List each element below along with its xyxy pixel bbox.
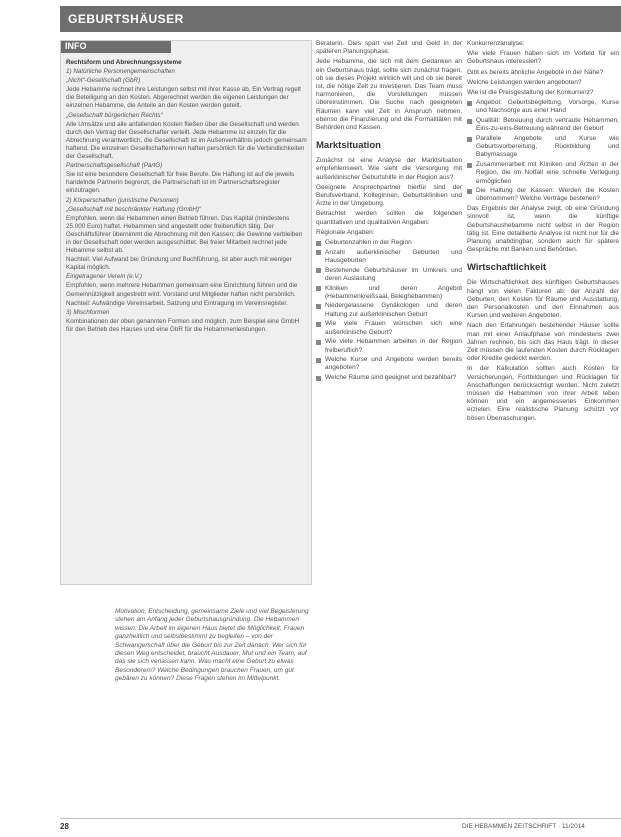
footer-divider [60,818,621,819]
info-tag-label: INFO [65,41,87,51]
section-heading: Marktsituation [316,140,381,152]
list-item: Geburtenzahlen in der Region [316,239,462,247]
list-item: Welche Räume sind geeignet und bezahlbar? [316,374,462,382]
info-paragraph: Eingetragener Verein (e.V.) [66,273,142,281]
body-paragraph: Gibt es bereits ähnliche Angebote in der Nähe? [467,68,604,76]
info-paragraph: Alle Umsätze und alle anfallenden Kosten fließen über die Gesellschaft und werden durch den Vertrag der Gesellschafter verteilt. Jede Hebamme ist einzeln für die Abrechnung verantwortlich, die Gesellschaft ist im Außenverhältnis jedoch gemeinsam haftend. Die einzelnen Gesellschafterinnen haften persönlich für die Verbindlichkeiten der Gesellschaft. [66,120,307,161]
body-paragraph: Die Wirtschaftlichkeit des künftigen Geburtshauses hängt von vielen Faktoren ab: der Anzahl der Geburten, den Kosten für Räume und Ausstattung, den Personalkosten und den Einnahmen aus Kursen und weiteren Angeboten. [467,279,619,320]
list-item: Die Haltung der Kassen: Werden die Kosten übernommen? Welche Verträge bestehen? [467,187,619,203]
body-paragraph: Zunächst ist eine Analyse der Marktsituation empfehlenswert. Wie sieht die Versorgung mit außerklinischer Geburtshilfe in der Region aus? [316,157,462,181]
body-paragraph: Wie ist die Preisgestaltung der Konkurrenz? [467,89,594,97]
list-item: Bestehende Geburtshäuser im Umkreis und deren Auslastung [316,267,462,283]
body-paragraph: Welche Leistungen werden angeboten? [467,78,582,86]
body-paragraph: Betrachtet werden sollten die folgenden quantitativen und qualitativen Angaben: [316,210,462,226]
list-item: Wie viele Hebammen arbeiten in der Region freiberuflich? [316,338,462,354]
info-paragraph: Partnerschaftsgesellschaft (PartG) [66,162,163,170]
info-content [66,59,308,335]
bullet-list [467,99,619,203]
info-paragraph: Kombinationen der oben genannten Formen sind möglich, zum Beispiel eine GmbH für den Betrieb des Hauses und eine GbR für die Hebammenleistungen. [66,317,300,333]
body-paragraph: In der Kalkulation sollten auch Kosten für Versicherungen, Fortbildungen und Rücklagen für Anschaffungen berücksichtigt werden. Nicht zuletzt müssen die Hebammen von ihrer Arbeit leben können und ein angemessenes Einkommen erzielen. Eine realistische Planung schützt vor bösen Überraschungen. [467,365,619,422]
info-paragraph: 3) Mischformen [66,308,110,316]
info-paragraph: Nachteil: Viel Aufwand bei Gründung und Buchführung, ist aber auch mit weniger Kapital möglich. [66,256,292,272]
info-paragraph: Empfohlen, wenn mehrere Hebammen gemeinsam eine Einrichtung führen und die Gemeinnützigkeit angestrebt wird. Vorstand und Mitglieder haften nicht persönlich. [66,282,298,298]
info-paragraph: 2) Körperschaften (juristische Personen) [66,196,179,204]
info-paragraph: 1) Natürliche Personengemeinschaften [66,68,175,76]
info-paragraph: Empfohlen, wenn die Hebammen einen Betrieb führen. Das Kapital (mindestens 25.000 Euro) haftet. Hebammen sind angestellt oder freiberuflich tätig. Der Geschäftsführer übernimmt die Abrechnung mit den Kassen; die Gewinne verbleiben in der Gesellschaft oder werden ausgeschüttet. Bei freier Mitarbeit rechnet jede Hebamme selbst ab. [66,214,303,255]
body-paragraph: Das Ergebnis der Analyse zeigt, ob eine Gründung sinnvoll ist, wenn die künftige Geburtshaushebamme nicht selbst in der Region tätig ist. Eine detaillierte Analyse ist nicht nur für die Planung unabdingbar, sondern auch für spätere Gespräche mit Banken und Behörden. [467,205,619,254]
body-paragraph: Konkurrenzanalyse: [467,40,525,47]
list-item: Anzahl außerklinischer Geburten und Hausgeburten [316,249,462,265]
section-heading: Wirtschaftlichkeit [467,262,547,274]
header-bar [60,6,621,32]
info-paragraph: Sie ist eine besondere Gesellschaft für freie Berufe. Die Haftung ist auf die jeweils handelnde Partnerin begrenzt, die Partnerschaft ist im Partnerschaftsregister einzutragen. [66,171,295,195]
bullet-list [316,239,462,382]
list-intro: Regionale Angaben: [316,228,375,236]
list-item: Kliniken und deren Angebot (Hebammenkreißsaal, Beleghebammen) [316,285,462,301]
body-paragraph: Geeignete Ansprechpartner hierfür sind der Berufsverband, Kolleginnen, Geburtskliniken und Ärzte in der Umgebung. [316,183,462,208]
body-paragraph: Jede Hebamme, die sich mit dem Gedanken an ein Geburtshaus trägt, sollte sich zunächst fragen, ob sie dieses Projekt wirklich will und ob sie bereit ist, die nötige Zeit zu investieren. Das Team muss harmonieren, die Vorstellungen müssen übereinstimmen. Die Suche nach geeigneten Räumen kann viel Zeit in Anspruch nehmen, ebenso die Finanzierung und die Formalitäten mit Behörden und Kassen. [316,58,462,132]
info-paragraph: „Gesellschaft mit beschränkter Haftung (GmbH)“ [66,205,202,213]
info-paragraph: Nachteil: Aufwändige Vereinsarbeit, Satzung und Eintragung im Vereinsregister. [66,299,288,307]
column-right [467,40,619,425]
list-item: Qualität: Betreuung durch vertraute Hebammen, Eins-zu-eins-Betreuung während der Geburt [467,117,619,133]
body-paragraph: Beraterin. Dies spart viel Zeit und Geld in der späteren Planungsphase. [316,40,462,56]
info-paragraph: Jede Hebamme rechnet ihre Leistungen selbst mit ihrer Kasse ab. Ein Vertrag regelt die Beteiligung an den Kosten. Abgerechnet werden die eigenen Leistungen der einzelnen Hebamme, die Anteile an den Kosten werden geteilt. [66,86,301,110]
info-paragraph: „Gesellschaft bürgerlichen Rechts“ [66,111,163,119]
list-item: Wie viele Frauen wünschen sich eine außerklinische Geburt? [316,320,462,336]
info-tag [61,41,171,53]
info-paragraph: Rechtsform und Abrechnungssysteme [66,59,182,66]
publication-name: DIE HEBAMMEN ZEITSCHRIFT · 11/2014 [462,823,585,830]
list-item: Niedergelassene Gynäkologen und deren Haltung zur außerklinischen Geburt [316,302,462,318]
list-item: Welche Kurse und Angebote werden bereits angeboten? [316,356,462,372]
column-middle [316,40,462,384]
info-box [60,40,312,585]
section-title: GEBURTSHÄUSER [68,12,184,26]
info-paragraph: „Nicht“-Gesellschaft (GbR) [66,77,141,85]
body-paragraph: Nach den Erfahrungen bestehender Häuser sollte man mit einer Anlaufphase von mindestens zwei Jahren rechnen, bis sich das Haus trägt. In dieser Zeit müssen die laufenden Kosten durch Rücklagen oder Kredite gedeckt werden. [467,322,619,363]
body-paragraph: Wie viele Frauen haben sich im Vorfeld für ein Geburtshaus interessiert? [467,50,619,66]
page-number: 28 [60,822,69,831]
list-item: Parallele Angebote und Kurse wie Geburtsvorbereitung, Rückbildung und Babymassage [467,135,619,160]
image-caption: Motivation, Entscheidung, gemeinsame Ziele und viel Begeisterung stehen am Anfang jeder Geburtshausgründung. Die Hebammen wissen: Die Arbeit im eigenen Haus bietet die Möglichkeit, Frauen ganzheitlich und selbstbestimmt zu begleiten – von der Schwangerschaft über die Geburt bis zur Zeit danach. Wer sich für diesen Weg entscheidet, braucht Ausdauer, Mut und ein Team, auf das sie sich verlassen kann. Was macht eine Geburt zu etwas Besonderem? Welche Bedingungen brauchen Frauen, um gut gebären zu können? Diese Fragen stehen im Mittelpunkt. [115,608,309,683]
list-item: Angebot: Geburtsbegleitung, Vorsorge, Kurse und Nachsorge aus einer Hand [467,99,619,115]
list-item: Zusammenarbeit mit Kliniken und Ärzten in der Region, die im Notfall eine schnelle Verlegung ermöglichen [467,161,619,186]
